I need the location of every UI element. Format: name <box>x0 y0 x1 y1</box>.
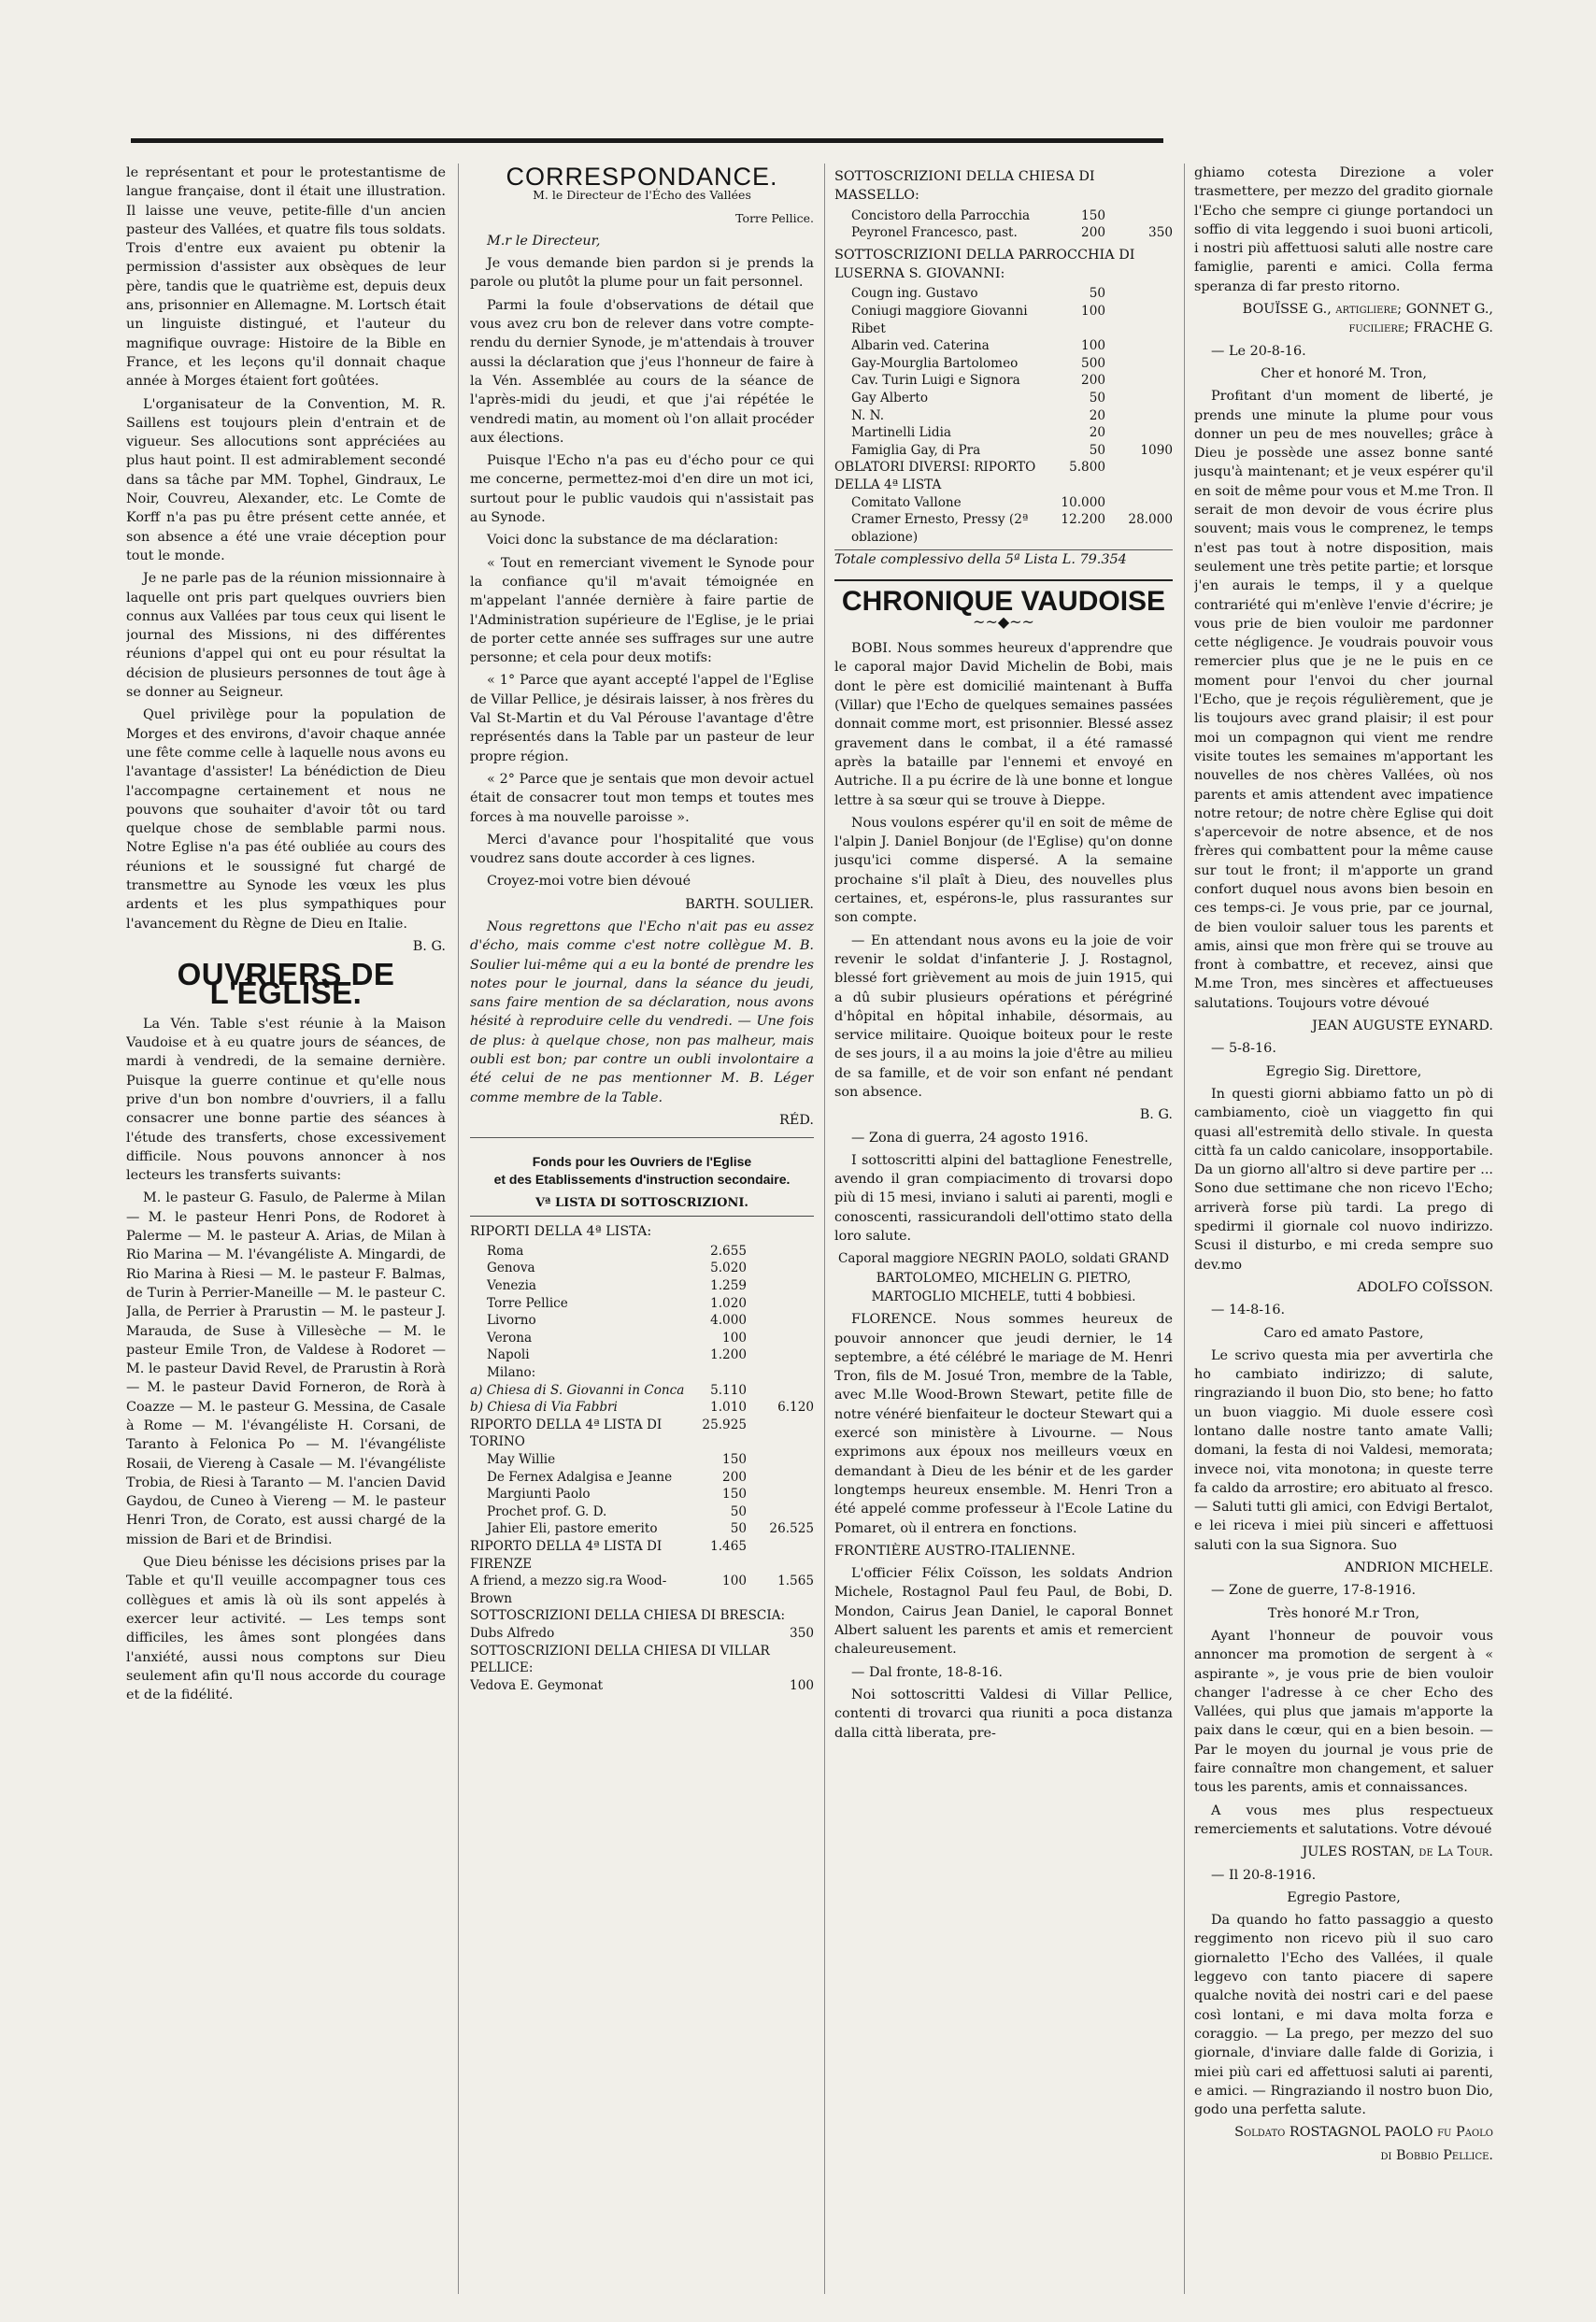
row-name: a) Chiesa di S. Giovanni in Conca <box>470 1382 685 1398</box>
row-name: Torre Pellice <box>487 1295 568 1311</box>
article-signature: B. G. <box>412 938 446 954</box>
table-row <box>470 1573 814 1607</box>
table-row <box>470 1399 814 1417</box>
article-paragraph: M. le pasteur G. Fasulo, de Palerme à Milan — M. le pasteur Henri Pons, de Rodoret à Palerme — M. le pasteur A. Arias, de Milan à Rio Marina — M. l'évangéliste A. Mingardi, de Rio Marina à Riesi — M. le pasteur F. Balmas, de Turin à Perrier-Maneille — M. le pasteur C. Jalla, de Perrier à Prarustin — M. le pasteur J. Marauda, de Suse à Villesèche — M. le pasteur Emile Tron, de Valdese à Rodoret — M. le pasteur David Revel, de Prarustin à Rorà — M. le pasteur David Forneron, de Rorà à Coazze — M. le pasteur G. Messina, de Casale à Rome — M. l'évangéliste H. Corsani, de Taranto à Felonica Po — M. l'évangéliste Rosaii, de Viereng à Casale — M. l'évangéliste Trobia, de Riesi à Taranto — M. l'ancien David Gaydou, de Cuneo à Viereng — M. le pasteur Henri Tron, de Corato, est aussi chargé de la mission de Bari et de Brindisi. <box>126 1190 446 1547</box>
article-paragraph: Puisque l'Echo n'a pas eu d'écho pour ce qui me concerne, permettez-moi d'en dire un mot ici, surtout pour le public vaudois qui n'assistait pas au Synode. <box>470 453 814 526</box>
row-name: Gay Alberto <box>851 390 929 406</box>
article-paragraph: FLORENCE. Nous sommes heureux de pouvoir annoncer que jeudi dernier, le 14 septembre, a été célébré le mariage de M. Henri Tron, fils de M. Josué Tron, membre de la Table, avec M.lle Wood-Brown Stewart, petite fille de notre vénéré bienfaiteur le docteur Stewart qui a exercé son ministère à Livourne. — Nous exprimons aux époux nos meilleurs vœux en demandant à Dieu de les bénir et de les garder longtemps heureux ensemble. M. Henri Tron a été appelé comme professeur à l'Ecole Latine du Pomaret, où il entrera en fonctions. <box>834 1312 1173 1536</box>
row-value: 50 <box>1089 390 1105 406</box>
row-value: 20 <box>1089 425 1105 441</box>
article-paragraph: I sottoscritti alpini del battaglione Fenestrelle, avendo il gran compiacimento di trovarsi dopo più di 15 mesi, inviano i saluti ai parenti, mogli e conoscenti, rassicurandoli dell'ottimo stato della loro salute. <box>834 1152 1173 1245</box>
row-total: 350 <box>790 1625 814 1641</box>
row-name: RIPORTO DELLA 4ª LISTA DI FIRENZE <box>470 1538 663 1572</box>
table-row <box>834 337 1173 355</box>
row-value: 1.259 <box>710 1278 747 1294</box>
table-row <box>470 1417 814 1451</box>
row-value: 200 <box>1081 373 1105 389</box>
row-name: b) Chiesa di Via Fabbri <box>470 1400 618 1416</box>
row-value: 1.200 <box>710 1347 747 1363</box>
row-value: 50 <box>730 1503 747 1519</box>
article-paragraph: Parmi la foule d'observations de détail que vous avez cru bon de relever dans votre compte-rendu du dernier Synode, je m'attendais à trouver aussi la déclaration que j'eus l'honneur de faire à la Vén. Assemblée au cours de la séance de l'après-midi du jeudi, et que j'ai répétée le vendredi matin, au moment où l'on allait procéder aux élections. <box>470 297 814 446</box>
row-name: SOTTOSCRIZIONI DELLA CHIESA DI BRESCIA: <box>470 1608 786 1624</box>
article-paragraph: A vous mes plus respectueux remerciements et salutations. Votre dévoué <box>1194 1802 1493 1837</box>
row-value: 100 <box>1081 338 1105 354</box>
dateline: — 14-8-16. <box>1211 1303 1286 1318</box>
table-row <box>834 442 1173 460</box>
row-value: 200 <box>722 1469 747 1485</box>
article-paragraph: Quel privilège pour la population de Morges et des environs, d'avoir chaque année une fête comme celle à laquelle nous avons eu l'avantage d'assister! La bénédiction de Dieu l'accompagne certainement et nous ne pouvons que souhaiter d'avoir tôt ou tard quelque chose de semblable parmi nous. Notre Eglise n'a pas été oubliée au cours des réunions et le soussigné fut chargé de transmettre au Synode les vœux les plus ardents et les plus sympathiques pour l'avancement du Règne de Dieu en Italie. <box>126 707 446 932</box>
row-name: Cougn ing. Gustavo <box>851 286 978 302</box>
row-value: 5.020 <box>710 1261 747 1276</box>
subscription-head: SOTTOSCRIZIONI DELLA CHIESA DI MASSELLO: <box>834 169 1095 204</box>
row-name: Coniugi maggiore Giovanni Ribet <box>851 303 1028 336</box>
letter-signature: ADOLFO COÏSSON. <box>1357 1279 1493 1295</box>
subscription-table <box>470 1382 814 1451</box>
dateline: — Zone de guerre, 17-8-1916. <box>1211 1583 1417 1599</box>
article-paragraph: Voici donc la substance de ma déclaration: <box>487 533 778 548</box>
article-paragraph: L'organisateur de la Convention, M. R. Saillens est toujours plein d'entrain et de vigueur. Ses allocutions sont appréciées au plus haut point. Il est admirablement secondé dans sa tâche par MM. Tophel, Gindraux, Le Noir, Couvreu, Alexander, etc. Le Comte de Korff n'a pas pu être présent cette année, et son absence a été une vraie déception pour tout le monde. <box>126 396 446 563</box>
row-name: Martinelli Lidia <box>851 425 952 441</box>
row-total: 26.525 <box>769 1521 814 1537</box>
article-signature: B. G. <box>1139 1107 1173 1123</box>
editor-note: Nous regrettons que l'Echo n'ait pas eu assez d'écho, mais comme c'est notre collègue M. B. Soulier lui-même qui a eu la bonté de prendre les notes pour le journal, dans la séance du jeudi, sans faire mention de sa déclaration, nous avons hésité à reproduire celle du vendredi. — Une fois de plus: à quelque chose, non pas malheur, mais oubli est bon; par contre un oubli involontaire a été celui de ne pas mentionner M. B. Léger comme membre de la Table. <box>470 919 814 1105</box>
row-total <box>1105 285 1173 303</box>
row-total <box>747 1260 814 1277</box>
grand-total: Totale complessivo della 5ª Lista L. 79.354 <box>834 549 1173 569</box>
section-heading-ouvriers: OUVRIERS DE L'ÉGLISE. <box>177 957 395 1011</box>
article-paragraph: Que Dieu bénisse les décisions prises par la Table et qu'Il veuille accompagner tous ces collègues et amis là où ils sont appelés à exercer leur activité. — Les temps sont difficiles, les âmes sont plongées dans l'anxiété, aussi nous comptons sur Dieu seulement afin qu'Il nous accorde du courage et de la fidélité. <box>126 1555 446 1703</box>
row-name: Gay-Mourglia Bartolomeo <box>851 355 1019 371</box>
row-value <box>689 1364 747 1382</box>
column-divider <box>1184 164 1185 2294</box>
table-row <box>834 372 1173 390</box>
letter-place: Torre Pellice. <box>735 210 814 225</box>
row-name: OBLATORI DIVERSI: RIPORTO DELLA 4ª LISTA <box>834 460 1036 492</box>
column-divider <box>458 164 459 2294</box>
dateline: — 5-8-16. <box>1211 1041 1276 1057</box>
row-value: 100 <box>722 1330 747 1346</box>
row-total <box>1105 372 1173 390</box>
letter-signature: JEAN AUGUSTE EYNARD. <box>1312 1019 1493 1034</box>
fonds-title <box>470 1153 814 1189</box>
row-name: De Fernex Adalgisa e Jeanne <box>487 1469 673 1485</box>
letter-salutation: Cher et honoré M. Tron, <box>1261 365 1427 381</box>
table-row <box>470 1364 814 1382</box>
row-total <box>747 1312 814 1330</box>
row-total <box>747 1486 814 1503</box>
row-name: Roma <box>487 1243 524 1259</box>
row-name: Concistoro della Parrocchia <box>851 207 1031 223</box>
table-row <box>470 1625 814 1643</box>
table-row <box>470 1520 814 1538</box>
row-value: 100 <box>1081 303 1105 319</box>
table-row <box>834 494 1173 512</box>
row-total: 1.565 <box>777 1574 814 1589</box>
row-value: 2.655 <box>710 1243 747 1259</box>
table-row <box>834 407 1173 425</box>
row-total <box>1105 390 1173 407</box>
row-total <box>747 1330 814 1347</box>
article-paragraph: Noi sottoscritti Valdesi di Villar Pellice, contenti di trovarci qua riuniti a poca distanza dalla città liberata, pre- <box>834 1687 1173 1741</box>
row-name: Albarin ved. Caterina <box>851 338 990 354</box>
column-1 <box>126 164 446 2303</box>
section-heading-chronique: CHRONIQUE VAUDOISE <box>834 579 1173 611</box>
row-name: Venezia <box>487 1278 537 1294</box>
letter-signature: JULES ROSTAN, de La Tour. <box>1302 1845 1493 1860</box>
subscription-table <box>834 285 1173 459</box>
row-value: 1.020 <box>710 1295 747 1311</box>
table-row <box>834 424 1173 442</box>
fonds-title-line: Fonds pour les Ouvriers de l'Eglise <box>532 1154 752 1170</box>
row-name: Margiunti Paolo <box>487 1487 591 1503</box>
article-paragraph: le représentant et pour le protestantisme de langue française, dont il était une illustration. Il laisse une veuve, petite-fille d'un ancien pasteur des Vallées, et quatre fils tous soldats. Trois d'entre eux avaient pu obtenir la permission d'assister aux obsèques de leur père, tandis que le quatrième est, depuis deux ans, prisonnier en Allemagne. M. Lortsch était un linguiste distingué, et l'auteur du magnifique ouvrage: Histoire de la Bible en France, et les leçons qu'il donnait chaque année à Morges étaient fort goûtées. <box>126 165 446 390</box>
row-value: 50 <box>730 1521 747 1537</box>
ornament-flourish: ~~◆~~ <box>973 612 1034 631</box>
article-paragraph: Ayant l'honneur de pouvoir vous annoncer ma promotion de sergent à « aspirante », je vous prie de bien vouloir changer l'adresse à ce cher Echo des Vallées, qui plus que jamais m'apporte la paix dans le cœur, qui en a bien besoin. — Par le moyen du journal je vous prie de faire connaître mon changement, et saluer tous les parents, amis et connaissances. <box>1194 1628 1493 1796</box>
row-name: Dubs Alfredo <box>470 1625 555 1641</box>
article-paragraph: ghiamo cotesta Direzione a voler trasmettere, per mezzo del gradito giornale l'Echo che sempre ci giunge portandoci un soffio di vita leggendo i suoi buoni articoli, i nostri più affettuosi saluti alle nostre care famiglie, parenti e amici. Colla ferma speranza di far presto ritorno. <box>1194 165 1493 294</box>
article-paragraph: Profitant d'un moment de liberté, je prends une minute la plume pour vous donner un peu de mes nouvelles; grâce à Dieu je possède une assez bonne santé jusqu'à maintenant; et je veux espérer qu'il en soit de même pour vous et M.me Tron. Il serait de mon devoir de vous écrire plus souvent; mais vous le comprenez, le temps n'est pas tout à notre disposition, mais seulement une très petite partie; et lorsque j'en aurais le temps, il y a quelque contrariété qui m'enlève l'envie d'écrire; je vous prie de bien vouloir me pardonner cette négligence. Je voudrais pouvoir vous remercier plus que je ne le puis en ce moment pour l'envoi du cher journal l'Echo, que je reçois régulièrement, que je lis toujours avec grand plaisir; il est pour moi un compagnon qui vient me rendre visite toutes les semaines m'apportant les nouvelles de nos chères Vallées, où nos parents et amis attendent avec impatience notre retour; de notre chère Eglise qui doit s'apercevoir de notre absence, et de nos frères qui combattent pour la même cause sur tout le front; il m'apporte un grand confort duquel nous avons bien besoin en ces temps-ci. Je vous prie, par ce journal, de bien vouloir saluer tous les parents et amis, ainsi que mon frère qui se trouve au front à combattre, et recevez, ainsi que M.me Tron, mes sincères et affectueuses salutations. Toujours votre dévoué <box>1194 389 1493 1011</box>
table-row <box>470 1486 814 1503</box>
table-row <box>470 1607 814 1625</box>
row-value: 50 <box>1089 442 1105 458</box>
row-value: 5.110 <box>710 1382 747 1398</box>
row-name: May Willie <box>487 1451 556 1467</box>
article-paragraph: Je vous demande bien pardon si je prends la parole ou plutôt la plume pour un fait personnel. <box>470 256 814 291</box>
row-value: 1.010 <box>710 1400 747 1416</box>
letter-signature: ANDRION MICHELE. <box>1344 1560 1493 1576</box>
table-row <box>470 1677 814 1695</box>
table-row <box>834 207 1173 225</box>
table-row <box>834 285 1173 303</box>
row-name: N. N. <box>851 407 885 423</box>
section-heading-correspondance: CORRESPONDANCE. <box>506 164 778 191</box>
row-total <box>1105 337 1173 355</box>
column-divider <box>824 164 825 2294</box>
subsection-heading: FRONTIÈRE AUSTRO-ITALIENNE. <box>834 1543 1076 1559</box>
row-value: 20 <box>1089 407 1105 423</box>
row-name: Vedova E. Geymonat <box>470 1677 604 1693</box>
table-row <box>470 1277 814 1295</box>
table-row <box>834 511 1173 546</box>
table-row <box>470 1503 814 1521</box>
table-row <box>470 1538 814 1573</box>
letter-signature: di Bobbio Pellice. <box>1380 2147 1493 2163</box>
row-total <box>1105 303 1173 337</box>
row-total <box>1105 355 1173 373</box>
row-value: 150 <box>722 1487 747 1503</box>
row-total <box>747 1364 814 1382</box>
row-total <box>747 1295 814 1313</box>
row-value: 5.800 <box>1069 460 1105 476</box>
column-4 <box>1194 164 1493 2303</box>
column-3 <box>834 164 1173 2303</box>
row-value: 150 <box>1081 207 1105 223</box>
table-row <box>470 1346 814 1364</box>
table-row <box>470 1330 814 1347</box>
divider <box>470 1137 814 1138</box>
row-total <box>1105 407 1173 425</box>
row-name: Milano: <box>487 1365 536 1380</box>
row-total <box>1105 424 1173 442</box>
top-rule <box>131 138 1163 143</box>
table-row <box>470 1312 814 1330</box>
row-total <box>1105 207 1173 225</box>
row-total <box>747 1503 814 1521</box>
row-total <box>747 1346 814 1364</box>
row-name: RIPORTO DELLA 4ª LISTA DI TORINO <box>470 1417 663 1450</box>
table-row <box>834 224 1173 242</box>
table-row <box>470 1260 814 1277</box>
row-value: 1.465 <box>710 1538 747 1554</box>
letter-address: M. le Directeur de l'Écho des Vallées <box>533 188 751 203</box>
row-name: Genova <box>487 1261 535 1276</box>
article-paragraph: Da quando ho fatto passaggio a questo reggimento non ricevo più il suo caro giornaletto l'Echo des Vallées, il quale leggevo con tanto piacere di sapere qualche novità dei nostri cari e del paese così lontani, e mi dava molta forza e coraggio. — La prego, per mezzo del suo giornale, d'inviare dalle falde di Gorizia, i miei più cari ed affettuosi saluti ai parenti, e amici. — Ringraziando il nostro buon Dio, godo una perfetta salute. <box>1194 1913 1493 2118</box>
subscription-table <box>834 207 1173 242</box>
article-paragraph: Je ne parle pas de la réunion missionnaire à laquelle ont pris part quelques ouvriers bien connus aux Vallées par tous ceux qui lisent le journal des Missions, ni des différentes réunions d'appel qui ont eu pour résultat la décision de plusieurs personnes de tout âge à se donner au Seigneur. <box>126 571 446 701</box>
row-name: Cramer Ernesto, Pressy (2ª oblazione) <box>851 512 1029 545</box>
row-name: Peyronel Francesco, past. <box>851 225 1018 241</box>
row-value: 150 <box>722 1451 747 1467</box>
subscription-table <box>470 1538 814 1694</box>
row-total <box>1105 494 1173 512</box>
row-value: 500 <box>1081 355 1105 371</box>
dateline: — Le 20-8-16. <box>1211 343 1306 359</box>
letter-signature: BOUÏSSE G., artigliere; GONNET G., fuciliere; FRACHE G. <box>1242 302 1493 336</box>
dateline: — Il 20-8-1916. <box>1211 1867 1317 1883</box>
article-paragraph: Nous voulons espérer qu'il en soit de même de l'alpin J. Daniel Bonjour (de l'Eglise) qu'on donne jusqu'ici comme dispersé. A la semaine prochaine s'il plaît à Dieu, des nouvelles plus certaines, et, espérons-le, plus rassurantes sur son compte. <box>834 815 1173 926</box>
letter-signature: Soldato ROSTAGNOL PAOLO fu Paolo <box>1234 2125 1493 2141</box>
row-name: Livorno <box>487 1313 536 1329</box>
table-row <box>470 1295 814 1313</box>
table-row <box>470 1643 814 1677</box>
article-paragraph: « Tout en remerciant vivement le Synode pour la confiance qu'il m'avait témoignée en m'appelant l'année dernière à faire partie de l'Administration supérieure de l'Eglise, je le priai de porter cette année ses suffrages sur une autre personne; et cela pour deux motifs: <box>470 555 814 666</box>
letter-salutation: Très honoré M.r Tron, <box>1267 1605 1420 1621</box>
fonds-title-line: et des Etablissements d'instruction secondaire. <box>493 1172 791 1188</box>
lista-title: Vª LISTA DI SOTTOSCRIZIONI. <box>470 1194 814 1216</box>
table-row <box>470 1382 814 1400</box>
table-row <box>834 355 1173 373</box>
row-total: 100 <box>790 1677 814 1693</box>
row-total <box>747 1243 814 1261</box>
row-value: 25.925 <box>702 1417 747 1432</box>
letter-salutation: Egregio Pastore, <box>1287 1889 1401 1905</box>
letter-signature: Caporal maggiore NEGRIN PAOLO, soldati GRAND BARTOLOMEO, MICHELIN G. PIETRO, MARTOGLIO MICHELE, tutti 4 bobbiesi. <box>838 1251 1169 1304</box>
row-name: Napoli <box>487 1347 530 1363</box>
row-total: 350 <box>1148 225 1173 241</box>
letter-signature: BARTH. SOULIER. <box>685 896 814 912</box>
subscription-table <box>834 459 1173 493</box>
subscription-table <box>470 1451 814 1538</box>
article-paragraph: « 1° Parce que ayant accepté l'appel de l'Eglise de Villar Pellice, je désirais laisser, à nos frères du Val St-Martin et du Val Pérouse l'avantage d'être représentés dans la Table par un pasteur de leur propre région. <box>470 673 814 764</box>
row-name: Prochet prof. G. D. <box>487 1503 607 1519</box>
article-paragraph: Croyez-moi votre bien dévoué <box>487 874 691 890</box>
subscription-head: RIPORTI DELLA 4ª LISTA: <box>470 1223 652 1239</box>
row-value: 50 <box>1089 286 1105 302</box>
subscription-head: SOTTOSCRIZIONI DELLA PARROCCHIA DI LUSERNA S. GIOVANNI: <box>834 247 1135 282</box>
dateline: — Zona di guerra, 24 agosto 1916. <box>851 1130 1089 1146</box>
row-name: Famiglia Gay, di Pra <box>851 442 981 458</box>
table-row <box>470 1469 814 1487</box>
subscription-table <box>470 1243 814 1382</box>
row-value: 100 <box>722 1574 747 1589</box>
editor-signature: RÉD. <box>779 1112 814 1128</box>
row-total <box>747 1469 814 1487</box>
dateline: — Dal fronte, 18-8-16. <box>851 1664 1003 1680</box>
article-paragraph: L'officier Félix Coïsson, les soldats Andrion Michele, Rostagnol Paul feu Paul, de Bobi, D. Mondon, Cairus Jean Daniel, le caporal Bonnet Albert saluent les parents et amis et remercient chaleureusement. <box>834 1566 1173 1658</box>
row-total: 28.000 <box>1128 512 1173 528</box>
row-name: A friend, a mezzo sig.ra Wood-Brown <box>470 1574 667 1606</box>
article-paragraph: Merci d'avance pour l'hospitalité que vous voudrez sans doute accorder à ces lignes. <box>470 832 814 867</box>
letter-salutation: Caro ed amato Pastore, <box>1263 1325 1424 1341</box>
article-paragraph: « 2° Parce que je sentais que mon devoir actuel était de consacrer tout mon temps et toutes mes forces à ma nouvelle paroisse ». <box>470 771 814 825</box>
row-total: 1090 <box>1140 442 1173 458</box>
table-row <box>834 303 1173 337</box>
article-paragraph: La Vén. Table s'est réunie à la Maison Vaudoise et à eu quatre jours de séances, de mardi à vendredi, de la semaine dernière. Puisque la guerre continue et qu'elle nous prive d'un bon nombre d'ouvriers, il a fallu consacrer une bonne partie des séances à l'étude des transferts, chose excessivement difficile. Nous pouvons annoncer à nos lecteurs les transferts suivants: <box>126 1016 446 1184</box>
table-row <box>834 459 1173 493</box>
article-paragraph: Le scrivo questa mia per avvertirla che ho cambiato indirizzo; di salute, ringraziando il buon Dio, sto bene; ho fatto un buon viaggio. Mi duole essere così lontano dalle nostre tanto amate Valli; domani, la festa di noi Valdesi, memorata; invece noi, vita monotona; in queste terre fa caldo da arrostire; ero abituato al fresco. — Saluti tutti gli amici, con Edvigi Bertalot, e lei riceva i miei più sinceri e affettuosi saluti con la sua Signora. Suo <box>1194 1347 1493 1553</box>
article-paragraph: — En attendant nous avons eu la joie de voir revenir le soldat d'infanterie J. J. Rostagnol, blessé fort grièvement au mois de juin 1915, qui a dû subir plusieurs opérations et pérégriné d'hôpital en hôpital inhabile, désormais, au service militaire. Quoique boiteux pour le reste de ses jours, il a au moins la joie d'être au milieu de sa famille, et de voir son enfant né pendant son absence. <box>834 933 1173 1100</box>
row-total <box>747 1451 814 1469</box>
table-row <box>834 390 1173 407</box>
row-name: Comitato Vallone <box>851 494 962 510</box>
table-row <box>470 1243 814 1261</box>
row-value: 10.000 <box>1061 494 1105 510</box>
row-value: 4.000 <box>710 1313 747 1329</box>
article-paragraph: In questi giorni abbiamo fatto un pò di cambiamento, cioè un viaggetto fin qui quasi all'estremità dello stivale. In questa città fa un caldo canicolare, insopportabile. Da un giorno all'altro si deve partire per ... Sono due settimane che non ricevo l'Echo; arriverà forse più tardi. La prego di spedirmi il giornale col nuovo indirizzo. Scusi il disturbo, e mi creda sempre suo dev.mo <box>1194 1086 1493 1273</box>
row-name: Verona <box>487 1330 533 1346</box>
subscription-table <box>834 494 1173 547</box>
row-name: Cav. Turin Luigi e Signora <box>851 373 1020 389</box>
table-row <box>470 1451 814 1469</box>
row-total: 6.120 <box>777 1400 814 1416</box>
row-value: 200 <box>1081 225 1105 241</box>
article-paragraph: BOBI. Nous sommes heureux d'apprendre que le caporal major David Michelin de Bobi, mais dont le père est domicilié maintenant à Buffa (Villar) que l'Echo de quelques semaines passées donnait comme mort, est prisonnier. Blessé assez gravement dans le combat, il a été ramassé après la bataille par l'ennemi et envoyé en Autriche. Il a pu écrire de là une bonne et longue lettre à sa sœur qui se trouve à Dieppe. <box>834 641 1173 808</box>
row-name: Jahier Eli, pastore emerito <box>487 1521 658 1537</box>
row-name: SOTTOSCRIZIONI DELLA CHIESA DI VILLAR PELLICE: <box>470 1643 770 1676</box>
row-value: 12.200 <box>1061 512 1105 528</box>
letter-salutation: M.r le Directeur, <box>487 233 601 249</box>
row-total <box>747 1277 814 1295</box>
letter-salutation: Egregio Sig. Direttore, <box>1265 1063 1422 1079</box>
column-2 <box>470 164 814 2303</box>
